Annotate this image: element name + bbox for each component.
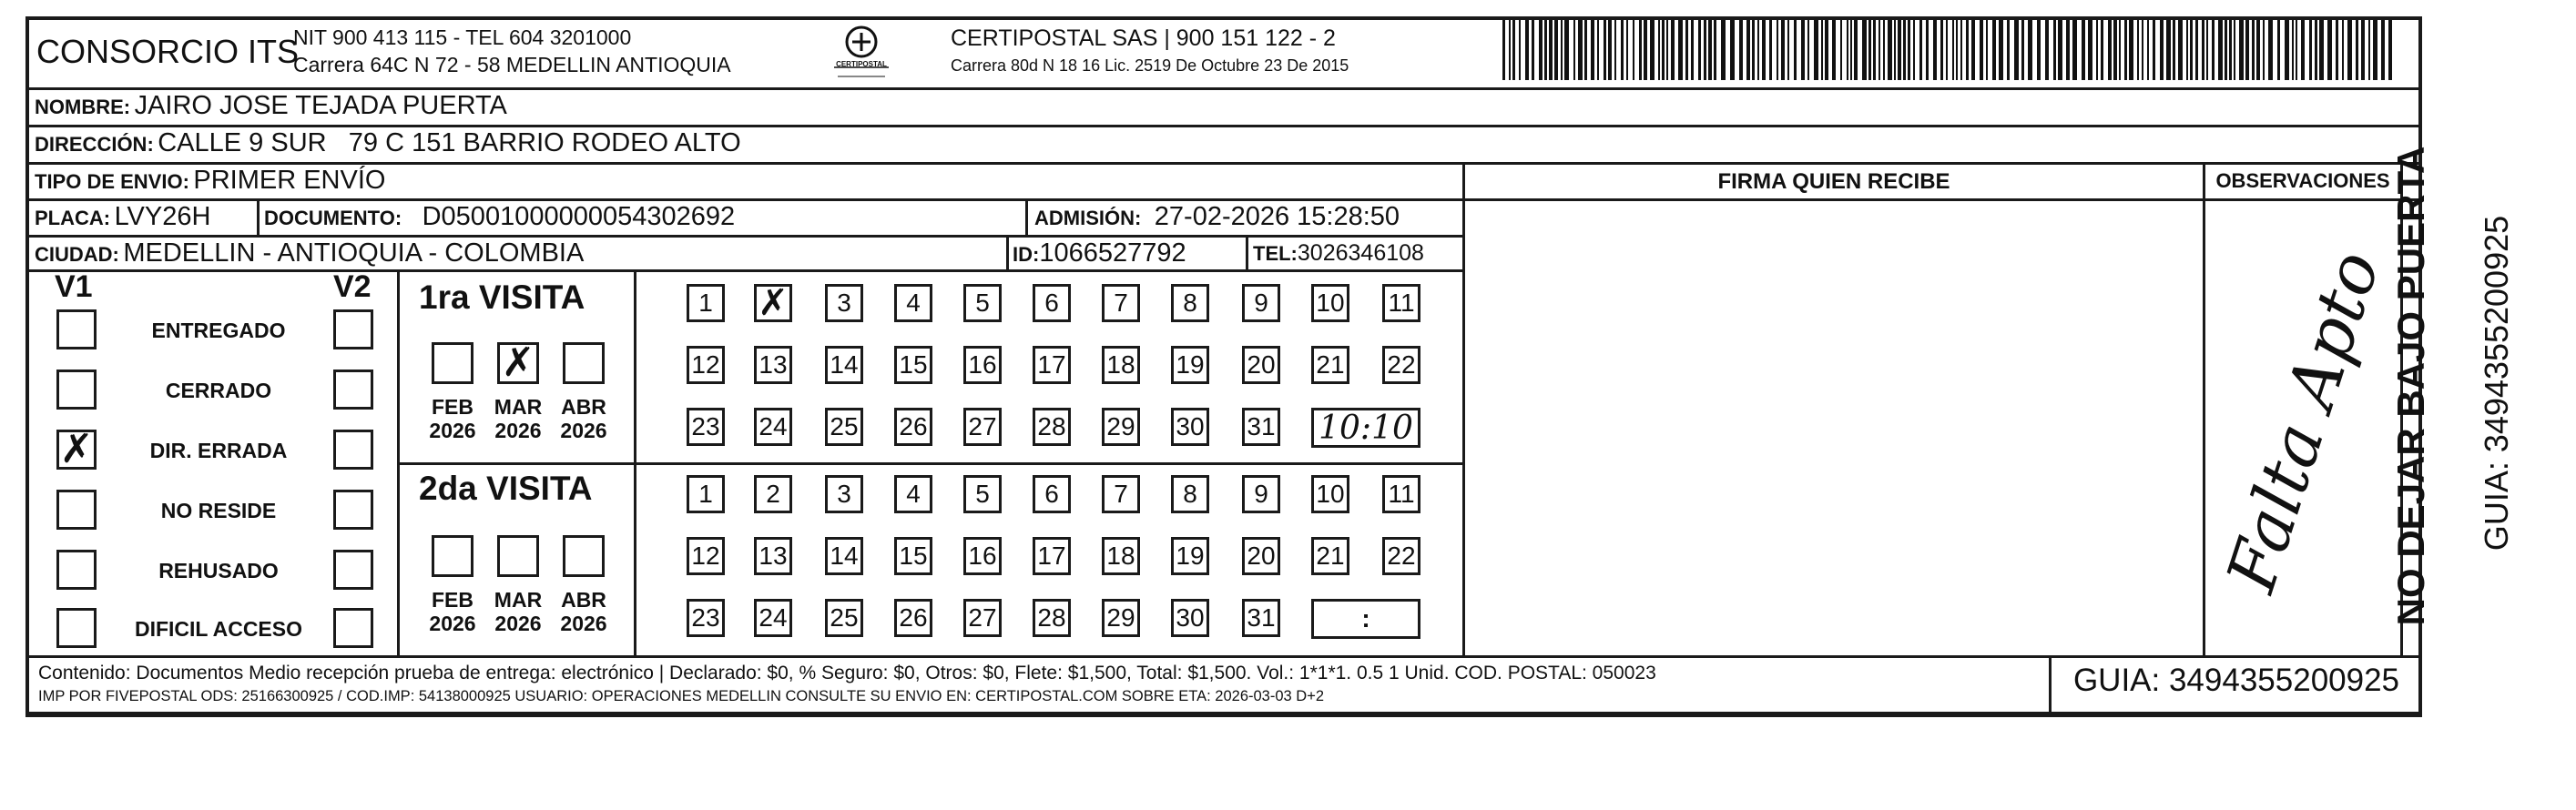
tel-value: 3026346108 [1297, 240, 1424, 266]
day-box: 28 [1033, 599, 1071, 637]
day-box: 9 [1242, 475, 1280, 513]
barcode-bar [1960, 20, 1962, 80]
company-name: CONSORCIO ITS [36, 33, 300, 70]
barcode-bar [2234, 20, 2235, 80]
month-name: FEB [432, 395, 473, 419]
barcode-bar [1730, 20, 1735, 80]
barcode-bar [2336, 20, 2338, 80]
barcode-bar [1926, 20, 1929, 80]
day-box: 5 [963, 475, 1002, 513]
day-box: 14 [825, 346, 863, 384]
barcode-bar [1903, 20, 1906, 80]
v2-checkbox [333, 430, 373, 470]
barcode-bar [2028, 20, 2032, 80]
day-box: 12 [687, 537, 725, 575]
barcode-bar [2088, 20, 2092, 80]
barcode-bar [2361, 20, 2365, 80]
admission-value: 27-02-2026 15:28:50 [1154, 202, 1400, 231]
status-label: ENTREGADO [151, 319, 286, 342]
barcode-bar [2218, 20, 2223, 80]
barcode-bar [2124, 20, 2127, 80]
day-box: 6 [1033, 284, 1071, 322]
barcode-bar [1509, 20, 1511, 80]
day-box: 8 [1171, 475, 1209, 513]
barcode-bar [2190, 20, 2193, 80]
barcode-bar [2388, 20, 2392, 80]
day-box: 19 [1171, 346, 1209, 384]
barcode-bar [1621, 20, 1624, 80]
barcode-bar [2368, 20, 2370, 80]
barcode-bar [1721, 20, 1726, 80]
barcode-bar [1769, 20, 1772, 80]
certipostal-logo [827, 24, 896, 80]
day-box: 2 [754, 475, 792, 513]
day-box: 19 [1171, 537, 1209, 575]
id-label: ID: [1013, 243, 1040, 266]
month-checkbox [563, 535, 605, 577]
barcode-bar [1584, 20, 1587, 80]
barcode-bar [2147, 20, 2149, 80]
company-info-line-1: NIT 900 413 115 - TEL 604 3201000 [293, 25, 632, 49]
month-label [421, 588, 484, 635]
day-box: 7 [1102, 284, 1140, 322]
month-year: 2026 [494, 419, 542, 442]
barcode-bar [2137, 20, 2139, 80]
day-box: 26 [894, 599, 932, 637]
barcode-bar [1952, 20, 1954, 80]
visit-1-title: 1ra VISITA [419, 278, 585, 316]
barcode-bar [2239, 20, 2244, 80]
day-box-checked: ✗ [754, 284, 792, 322]
day-box: 5 [963, 284, 1002, 322]
barcode-bar [2082, 20, 2085, 80]
barcode-bar [2373, 20, 2377, 80]
day-box: 11 [1382, 475, 1420, 513]
document-label: DOCUMENTO: [264, 207, 402, 229]
month-name: MAR [494, 395, 543, 419]
barcode-bar [1626, 20, 1628, 80]
city-value: MEDELLIN - ANTIOQUIA - COLOMBIA [123, 238, 585, 268]
day-box: 9 [1242, 284, 1280, 322]
day-box: 18 [1102, 346, 1140, 384]
barcode-bar [2301, 20, 2305, 80]
day-box: 21 [1311, 346, 1349, 384]
barcode-bar [2356, 20, 2358, 80]
barcode-bar [1666, 20, 1668, 80]
barcode-bar [2014, 20, 2019, 80]
month-name: FEB [432, 588, 473, 612]
side-guia: GUIA: 3494355200925 [2478, 215, 2515, 552]
day-box: 13 [754, 537, 792, 575]
barcode-bar [2178, 20, 2183, 80]
observation-handwriting: Falta Apto [2212, 241, 2396, 602]
v2-checkbox [333, 370, 373, 410]
barcode-bar [1746, 20, 1750, 80]
barcode-bar [1850, 20, 1852, 80]
barcode-bar [1762, 20, 1766, 80]
barcode-bar [1608, 20, 1612, 80]
barcode-bar [2053, 20, 2056, 80]
month-label [486, 395, 550, 442]
barcode-bar [1888, 20, 1892, 80]
month-checkbox [432, 535, 473, 577]
month-year: 2026 [429, 612, 476, 635]
barcode-bar [2292, 20, 2294, 80]
observations-column-title: OBSERVACIONES [2215, 169, 2390, 192]
address-label: DIRECCIÓN: [35, 133, 154, 156]
v1-checkbox [56, 309, 97, 349]
barcode-bar [1639, 20, 1642, 80]
name-row [35, 91, 507, 121]
barcode-bar [1821, 20, 1823, 80]
barcode-bar [1966, 20, 1969, 80]
admission-label: ADMISIÓN: [1034, 207, 1142, 229]
status-label: NO RESIDE [160, 499, 277, 522]
barcode-bar [2342, 20, 2344, 80]
barcode-bar [1794, 20, 1797, 80]
barcode-bar [1544, 20, 1547, 80]
day-box: 21 [1311, 537, 1349, 575]
month-checkbox-checked: ✗ [497, 342, 539, 384]
barcode-bar [1752, 20, 1755, 80]
barcode-bar [2129, 20, 2133, 80]
month-label [486, 588, 550, 635]
barcode-bar [2245, 20, 2249, 80]
recipient-name: JAIRO JOSE TEJADA PUERTA [134, 91, 507, 120]
name-label: NOMBRE: [35, 96, 131, 118]
day-box: 14 [825, 537, 863, 575]
barcode-bar [1847, 20, 1848, 80]
barcode-bar [2166, 20, 2171, 80]
barcode-bar [2195, 20, 2198, 80]
barcode-bar [2225, 20, 2227, 80]
barcode-bar [1685, 20, 1688, 80]
barcode-bar [2045, 20, 2049, 80]
barcode-bar [2021, 20, 2024, 80]
day-box: 30 [1171, 599, 1209, 637]
carrier-line-2: Carrera 80d N 18 16 Lic. 2519 De Octubre 23 De 2015 [951, 56, 1349, 75]
barcode-bar [1868, 20, 1871, 80]
tel-cell [1253, 240, 1424, 267]
barcode-bar [1532, 20, 1534, 80]
barcode-bar [2285, 20, 2289, 80]
day-box: 4 [894, 475, 932, 513]
ship-type-label: TIPO DE ENVIO: [35, 170, 189, 193]
day-box: 22 [1382, 537, 1420, 575]
signature-column-title: FIRMA QUIEN RECIBE [1717, 169, 1950, 194]
barcode-bar [1787, 20, 1789, 80]
barcode-bar [2263, 20, 2265, 80]
day-box: 22 [1382, 346, 1420, 384]
v2-checkbox [333, 490, 373, 530]
barcode-bar [2058, 20, 2062, 80]
city-cell [35, 238, 584, 268]
barcode-bar [2108, 20, 2112, 80]
day-box: 26 [894, 408, 932, 446]
barcode-bar [2066, 20, 2070, 80]
barcode-bar [2072, 20, 2077, 80]
v1-checkbox [56, 608, 97, 648]
barcode-bar [1946, 20, 1948, 80]
day-box: 24 [754, 408, 792, 446]
v1-label: V1 [55, 269, 93, 304]
barcode-bar [1873, 20, 1876, 80]
barcode-bar [1519, 20, 1521, 80]
barcode-bar [2113, 20, 2117, 80]
barcode-bar [2142, 20, 2143, 80]
barcode-bar [1714, 20, 1716, 80]
v2-label: V2 [333, 269, 372, 304]
day-box: 16 [963, 537, 1002, 575]
barcode-bar [2160, 20, 2164, 80]
barcode-bar [1862, 20, 1867, 80]
month-year: 2026 [560, 419, 607, 442]
day-box: 31 [1242, 599, 1280, 637]
month-name: ABR [561, 395, 606, 419]
barcode-bar [2173, 20, 2175, 80]
barcode-bar [1549, 20, 1553, 80]
v1-checkbox-checked: ✗ [56, 430, 97, 470]
barcode-bar [1908, 20, 1910, 80]
barcode-bar [2212, 20, 2215, 80]
day-box: 27 [963, 408, 1002, 446]
day-box: 29 [1102, 408, 1140, 446]
day-box: 17 [1033, 537, 1071, 575]
status-label: DIFICIL ACCESO [134, 617, 302, 641]
barcode-bar [1614, 20, 1616, 80]
barcode-bar [1879, 20, 1880, 80]
barcode-bar [1913, 20, 1915, 80]
tel-label: TEL: [1253, 242, 1298, 265]
barcode-bar [2101, 20, 2103, 80]
id-cell [1013, 238, 1186, 268]
document-value: D05001000000054302692 [422, 202, 736, 231]
barcode-bar [1894, 20, 1896, 80]
barcode-bar [1739, 20, 1743, 80]
barcode-bar [2296, 20, 2297, 80]
barcode-bar [1999, 20, 2003, 80]
recipient-address: CALLE 9 SUR 79 C 151 BARRIO RODEO ALTO [158, 128, 741, 157]
barcode-bar [1662, 20, 1665, 80]
barcode-bar [1644, 20, 1647, 80]
barcode-bar [1980, 20, 1983, 80]
barcode-bar [2096, 20, 2098, 80]
barcode-bar [2153, 20, 2155, 80]
month-label [552, 395, 616, 442]
barcode-bar [1633, 20, 1634, 80]
barcode-bar [1986, 20, 1988, 80]
month-label [421, 395, 484, 442]
time-box: 10:10 [1311, 408, 1420, 448]
ship-type: PRIMER ENVÍO [193, 166, 386, 195]
day-box: 31 [1242, 408, 1280, 446]
month-name: MAR [494, 588, 543, 612]
barcode-bar [1561, 20, 1563, 80]
barcode-bar [1992, 20, 1996, 80]
day-box: 29 [1102, 599, 1140, 637]
month-checkbox [497, 535, 539, 577]
barcode-bar [1704, 20, 1706, 80]
barcode-bar [1671, 20, 1675, 80]
month-year: 2026 [429, 419, 476, 442]
side-warning: NO DEJAR BAJO PUERTA [2389, 146, 2432, 626]
barcode-bar [1971, 20, 1975, 80]
day-box: 3 [825, 284, 863, 322]
day-box: 18 [1102, 537, 1140, 575]
day-box: 4 [894, 284, 932, 322]
day-box: 20 [1242, 346, 1280, 384]
barcode-bar [1781, 20, 1785, 80]
time-box: : [1311, 599, 1420, 639]
barcode-bar [1807, 20, 1809, 80]
barcode-bar [1883, 20, 1885, 80]
v2-checkbox [333, 550, 373, 590]
month-checkbox [432, 342, 473, 384]
barcode-bar [1604, 20, 1606, 80]
guia-box: GUIA: 3494355200925 [2072, 663, 2400, 698]
address-row [35, 128, 741, 158]
logo-text: CERTIPOSTAL [836, 60, 887, 68]
barcode-bar [2319, 20, 2324, 80]
day-box: 11 [1382, 284, 1420, 322]
barcode-bar [1502, 20, 1505, 80]
barcode-bar [2347, 20, 2352, 80]
ship-type-row [35, 166, 385, 196]
month-year: 2026 [494, 612, 542, 635]
day-box: 27 [963, 599, 1002, 637]
plate-label: PLACA: [35, 207, 111, 229]
document-cell [264, 202, 735, 232]
v1-checkbox [56, 370, 97, 410]
barcode-bar [1512, 20, 1515, 80]
plate-value: LVY26H [114, 202, 211, 231]
day-box: 28 [1033, 408, 1071, 446]
month-name: ABR [561, 588, 606, 612]
barcode-bar [2206, 20, 2208, 80]
content-line: Contenido: Documentos Medio recepción prueba de entrega: electrónico | Declarado: $0, % Seguro: $0, Otros: $0, Flete: $1,500, Total: $1,500. Vol.: 1*1*1. 0.5 1 Unid. COD. POSTAL: 050023 [38, 663, 1656, 683]
day-box: 15 [894, 346, 932, 384]
barcode-bar [1940, 20, 1943, 80]
barcode-bar [1650, 20, 1655, 80]
barcode-bar [2268, 20, 2273, 80]
barcode-bar [1777, 20, 1778, 80]
day-box: 15 [894, 537, 932, 575]
day-box: 12 [687, 346, 725, 384]
barcode-bar [2229, 20, 2232, 80]
day-box: 24 [754, 599, 792, 637]
barcode-bar [1578, 20, 1583, 80]
barcode-bar [2186, 20, 2188, 80]
barcode-bar [1757, 20, 1759, 80]
barcode-bar [2315, 20, 2317, 80]
company-info-line-2: Carrera 64C N 72 - 58 MEDELLIN ANTIOQUIA [293, 53, 731, 76]
day-box: 25 [825, 599, 863, 637]
status-label: DIR. ERRADA [149, 439, 288, 462]
barcode-bar [2202, 20, 2204, 80]
barcode-bar [1525, 20, 1529, 80]
barcode-bar [2381, 20, 2385, 80]
barcode-bar [2119, 20, 2121, 80]
barcode-bar [2277, 20, 2280, 80]
barcode-bar [2309, 20, 2312, 80]
barcode-bar [2007, 20, 2010, 80]
v1-checkbox [56, 550, 97, 590]
city-label: CIUDAD: [35, 243, 119, 266]
day-box: 10 [1311, 284, 1349, 322]
barcode-bar [1658, 20, 1660, 80]
status-label: CERRADO [165, 379, 272, 402]
barcode-bar [1698, 20, 1701, 80]
day-box: 8 [1171, 284, 1209, 322]
day-box: 20 [1242, 537, 1280, 575]
day-box: 10 [1311, 475, 1349, 513]
barcode-bar [2252, 20, 2255, 80]
barcode-bar [1956, 20, 1958, 80]
month-year: 2026 [560, 612, 607, 635]
barcode-bar [2037, 20, 2041, 80]
carrier-line-1: CERTIPOSTAL SAS | 900 151 122 - 2 [951, 25, 1336, 51]
day-box: 1 [687, 284, 725, 322]
day-box: 1 [687, 475, 725, 513]
barcode-bar [1814, 20, 1818, 80]
plate-cell [35, 202, 210, 232]
barcode-bar [1898, 20, 1901, 80]
barcode-bar [1678, 20, 1683, 80]
day-box: 25 [825, 408, 863, 446]
barcode-bar [2256, 20, 2260, 80]
v1-checkbox [56, 490, 97, 530]
v2-checkbox [333, 309, 373, 349]
barcode-bar [1832, 20, 1836, 80]
day-box: 13 [754, 346, 792, 384]
barcode-bar [1801, 20, 1805, 80]
day-box: 3 [825, 475, 863, 513]
month-label [552, 588, 616, 635]
status-label: REHUSADO [158, 559, 279, 582]
barcode-bar [1825, 20, 1828, 80]
day-box: 30 [1171, 408, 1209, 446]
barcode [1499, 18, 2400, 82]
visit-2-title: 2da VISITA [419, 470, 593, 507]
day-box: 23 [687, 599, 725, 637]
barcode-bar [1564, 20, 1569, 80]
guide-frame [25, 16, 2422, 717]
day-box: 16 [963, 346, 1002, 384]
barcode-bar [1840, 20, 1842, 80]
day-box: 6 [1033, 475, 1071, 513]
barcode-bar [1919, 20, 1922, 80]
barcode-bar [1591, 20, 1594, 80]
id-value: 1066527792 [1039, 238, 1186, 268]
day-box: 7 [1102, 475, 1140, 513]
barcode-bar [1933, 20, 1937, 80]
barcode-bar [1691, 20, 1694, 80]
imp-line: IMP POR FIVEPOSTAL ODS: 25166300925 / COD.IMP: 54138000925 USUARIO: OPERACIONES MEDELLIN CONSULTE SU ENVIO EN: CERTIPOSTAL.COM SOBRE ETA: 2026-03-03 D+2 [38, 688, 1325, 704]
day-box: 17 [1033, 346, 1071, 384]
barcode-bar [1597, 20, 1599, 80]
barcode-bar [1554, 20, 1558, 80]
month-checkbox [563, 342, 605, 384]
barcode-bar [1854, 20, 1858, 80]
admission-cell [1034, 202, 1400, 232]
barcode-bar [1708, 20, 1712, 80]
barcode-bar [1539, 20, 1543, 80]
barcode-bar [1573, 20, 1575, 80]
barcode-bar [2327, 20, 2332, 80]
day-box: 23 [687, 408, 725, 446]
v2-checkbox [333, 608, 373, 648]
